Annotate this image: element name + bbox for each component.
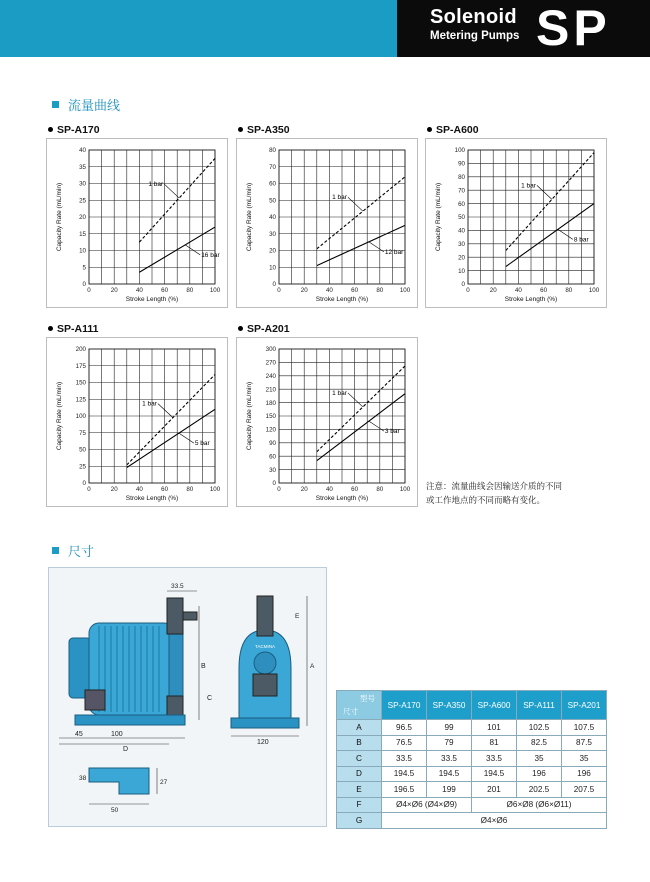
section-dimensions [52, 541, 94, 560]
y-tick-label: 30 [458, 241, 465, 248]
series-leader [348, 197, 363, 211]
pump-drawing-svg [49, 568, 326, 826]
y-tick-label: 40 [269, 214, 276, 222]
bullet-icon [238, 326, 243, 331]
y-axis-label: Capacity Rate (mL/min) [435, 182, 442, 252]
x-tick-label: 100 [399, 287, 411, 294]
x-axis-label: Stroke Length (%) [125, 495, 179, 502]
y-tick-label: 25 [79, 463, 86, 471]
chart-label-a350: SP-A350 [238, 124, 290, 136]
note-line-2: 或工作地点的不同而略有变化。 [426, 495, 546, 505]
front-discharge-valve [257, 596, 273, 636]
chart-svg [426, 139, 606, 307]
discharge-valve [167, 598, 183, 634]
y-tick-label: 210 [265, 386, 276, 394]
section-bullet-icon [52, 547, 59, 554]
bullet-icon [238, 127, 243, 132]
table-row [337, 782, 607, 798]
x-tick-label: 80 [186, 486, 194, 493]
y-tick-label: 75 [79, 429, 86, 437]
chart-label-a600: SP-A600 [427, 124, 479, 136]
y-tick-label: 5 [82, 264, 86, 272]
dim-label-38: 38 [79, 775, 87, 782]
series-label: 1 bar [332, 194, 347, 202]
row-label: E [337, 782, 382, 798]
x-tick-label: 40 [135, 486, 143, 493]
y-tick-label: 60 [269, 453, 276, 461]
x-tick-label: 100 [399, 486, 411, 493]
series-label: 1 bar [142, 400, 157, 408]
row-label: C [337, 751, 382, 767]
front-pump-head [254, 652, 276, 674]
x-tick-label: 60 [161, 486, 169, 493]
chart-svg [237, 139, 417, 307]
x-tick-label: 60 [351, 486, 359, 493]
bullet-icon [48, 326, 53, 331]
y-tick-label: 60 [458, 200, 465, 208]
x-tick-label: 0 [277, 287, 281, 294]
chart-panel-a201 [236, 337, 418, 507]
chart-svg [237, 338, 417, 506]
table-row [337, 735, 607, 751]
series-label: 5 bar [194, 440, 210, 448]
y-tick-label: 30 [269, 230, 276, 238]
y-axis-label: Capacity Rate (mL/min) [246, 182, 253, 252]
dim-label-27: 27 [160, 779, 168, 786]
y-tick-label: 35 [79, 163, 86, 171]
x-tick-label: 20 [110, 287, 118, 294]
table-cell: 81 [472, 735, 517, 751]
table-cell: 199 [427, 782, 472, 798]
y-tick-label: 50 [79, 446, 86, 454]
y-tick-label: 150 [75, 379, 86, 387]
x-tick-label: 100 [209, 486, 221, 493]
table-cell: 33.5 [472, 751, 517, 767]
cable-gland [85, 690, 105, 710]
column-header-sp-a600: SP-A600 [472, 691, 517, 720]
table-cell: 79 [427, 735, 472, 751]
chart-svg [47, 338, 227, 506]
y-tick-label: 40 [458, 227, 465, 235]
x-tick-label: 0 [87, 287, 91, 294]
y-tick-label: 70 [458, 187, 465, 195]
series-line-solid [317, 225, 405, 265]
y-tick-label: 80 [458, 174, 465, 181]
x-tick-label: 20 [300, 287, 308, 294]
y-tick-label: 20 [79, 214, 86, 222]
chart-panel-a111 [46, 337, 228, 507]
x-tick-label: 40 [325, 486, 333, 493]
y-tick-label: 300 [265, 346, 276, 354]
header-subtitle: Metering Pumps [430, 30, 520, 42]
table-cell: Ø6×Ø8 (Ø6×Ø11) [472, 797, 607, 813]
bullet-icon [48, 127, 53, 132]
y-tick-label: 175 [75, 362, 86, 370]
x-tick-label: 20 [489, 287, 497, 294]
table-cell: 196 [562, 766, 607, 782]
y-tick-label: 90 [458, 160, 465, 168]
table-cell: 201 [472, 782, 517, 798]
y-axis-label: Capacity Rate (mL/min) [56, 182, 63, 252]
y-axis-label: Capacity Rate (mL/min) [56, 381, 63, 451]
x-axis-label: Stroke Length (%) [504, 296, 558, 303]
table-corner-header [337, 691, 382, 720]
table-cell: 107.5 [562, 720, 607, 736]
table-cell: Ø4×Ø6 [382, 813, 607, 829]
table-row [337, 797, 607, 813]
series-leader [179, 433, 194, 443]
y-tick-label: 60 [269, 180, 276, 188]
y-tick-label: 120 [265, 426, 276, 434]
front-base [231, 718, 299, 728]
table-cell: Ø4×Ø6 (Ø4×Ø9) [382, 797, 472, 813]
chart-label-a201: SP-A201 [238, 323, 290, 335]
section-flow-title: 流量曲线 [68, 98, 121, 113]
header-title: Solenoid [430, 6, 517, 28]
x-axis-label: Stroke Length (%) [315, 296, 369, 303]
table-cell: 96.5 [382, 720, 427, 736]
y-tick-label: 100 [454, 147, 465, 155]
table-cell: 33.5 [427, 751, 472, 767]
x-tick-label: 40 [135, 287, 143, 294]
table-cell: 202.5 [517, 782, 562, 798]
y-tick-label: 90 [269, 440, 276, 447]
discharge-port [183, 612, 197, 620]
x-tick-label: 80 [376, 287, 384, 294]
table-cell: 196 [517, 766, 562, 782]
table-cell: 194.5 [382, 766, 427, 782]
column-header-sp-a111: SP-A111 [517, 691, 562, 720]
x-tick-label: 0 [87, 486, 91, 493]
x-tick-label: 60 [351, 287, 359, 294]
table-cell: 102.5 [517, 720, 562, 736]
x-tick-label: 100 [588, 287, 600, 294]
dim-label-45: 45 [75, 731, 83, 738]
chart-panel-a170 [46, 138, 228, 308]
series-label: 8 bar [573, 236, 589, 244]
series-label: 1 bar [332, 389, 347, 397]
y-axis-label: Capacity Rate (mL/min) [246, 381, 253, 451]
column-header-sp-a201: SP-A201 [562, 691, 607, 720]
table-cell: 194.5 [472, 766, 517, 782]
table-cell: 33.5 [382, 751, 427, 767]
y-tick-label: 80 [269, 147, 276, 155]
y-tick-label: 50 [269, 197, 276, 205]
series-leader [537, 185, 552, 199]
x-axis-label: Stroke Length (%) [315, 495, 369, 502]
chart-panel-a350 [236, 138, 418, 308]
x-tick-label: 40 [514, 287, 522, 294]
corner-dimension-label: 尺寸 [343, 707, 358, 716]
dim-label-50: 50 [111, 807, 119, 814]
y-tick-label: 70 [269, 163, 276, 171]
series-leader [558, 229, 573, 239]
series-label: 1 bar [148, 181, 164, 189]
dim-label-33-5: 33.5 [171, 583, 184, 590]
x-tick-label: 100 [209, 287, 221, 294]
front-brand-label: TACMINA [255, 644, 275, 649]
x-tick-label: 20 [300, 486, 308, 493]
series-leader [185, 245, 200, 255]
pump-front-view [231, 596, 315, 746]
corner-model-label: 型号 [360, 694, 375, 703]
y-tick-label: 20 [458, 254, 465, 262]
front-suction-valve [253, 674, 277, 696]
table-row [337, 751, 607, 767]
table-cell: 194.5 [427, 766, 472, 782]
column-header-sp-a170: SP-A170 [382, 691, 427, 720]
table-cell: 196.5 [382, 782, 427, 798]
y-tick-label: 100 [75, 413, 86, 421]
pump-side-view [59, 583, 212, 753]
x-tick-label: 80 [376, 486, 384, 493]
y-tick-label: 30 [79, 180, 86, 188]
y-tick-label: 200 [75, 346, 86, 354]
chart-panel-a600 [425, 138, 607, 308]
row-label: D [337, 766, 382, 782]
table-row [337, 766, 607, 782]
y-tick-label: 20 [269, 247, 276, 255]
y-tick-label: 40 [79, 147, 86, 155]
section-flow-curve [52, 95, 120, 114]
x-tick-label: 60 [161, 287, 169, 294]
x-tick-label: 40 [325, 287, 333, 294]
x-tick-label: 20 [110, 486, 118, 493]
row-label: A [337, 720, 382, 736]
series-label: 12 bar [384, 248, 404, 256]
section-dimension-title: 尺寸 [68, 544, 95, 559]
row-label: B [337, 735, 382, 751]
y-tick-label: 10 [458, 267, 465, 275]
x-tick-label: 0 [466, 287, 470, 294]
y-tick-label: 150 [265, 413, 276, 421]
row-label: F [337, 797, 382, 813]
dimension-table [336, 690, 607, 829]
pump-end-cap [69, 638, 91, 698]
y-tick-label: 0 [272, 281, 276, 289]
bracket-shape [89, 768, 149, 794]
table-cell: 207.5 [562, 782, 607, 798]
pump-drawing [48, 567, 327, 827]
table-cell: 76.5 [382, 735, 427, 751]
chart-label-a111: SP-A111 [48, 323, 98, 335]
y-tick-label: 0 [272, 480, 276, 488]
y-tick-label: 0 [82, 281, 86, 289]
y-tick-label: 50 [458, 214, 465, 222]
y-tick-label: 0 [82, 480, 86, 488]
series-label: 16 bar [201, 251, 220, 259]
series-leader [348, 393, 363, 407]
series-label: 3 bar [384, 428, 400, 436]
series-line-dashed [317, 366, 405, 452]
table-row [337, 813, 607, 829]
y-tick-label: 125 [75, 396, 86, 404]
series-leader [158, 404, 173, 418]
x-tick-label: 80 [186, 287, 194, 294]
y-tick-label: 15 [79, 230, 86, 238]
note-line-1: 注意：流量曲线会因输送介质的不同 [426, 481, 563, 491]
dim-label-a: A [310, 663, 315, 670]
dim-label-c: C [207, 695, 213, 702]
table-cell: 82.5 [517, 735, 562, 751]
pump-base [75, 715, 185, 725]
dim-label-b: B [201, 663, 206, 670]
chart-label-a170: SP-A170 [48, 124, 100, 136]
series-label: 1 bar [521, 182, 536, 190]
series-line-solid [127, 409, 215, 467]
dim-label-120: 120 [257, 739, 269, 746]
dim-label-d: D [123, 746, 129, 753]
table-cell: 101 [472, 720, 517, 736]
table-cell: 35 [517, 751, 562, 767]
column-header-sp-a350: SP-A350 [427, 691, 472, 720]
row-label: G [337, 813, 382, 829]
chart-svg [47, 139, 227, 307]
series-line-dashed [317, 177, 405, 249]
y-tick-label: 240 [265, 373, 276, 380]
y-tick-label: 10 [269, 264, 276, 272]
y-tick-label: 180 [265, 399, 276, 407]
table-cell: 35 [562, 751, 607, 767]
x-tick-label: 60 [540, 287, 548, 294]
y-tick-label: 270 [265, 359, 276, 367]
x-axis-label: Stroke Length (%) [125, 296, 179, 303]
series-line-dashed [127, 374, 215, 464]
x-tick-label: 80 [565, 287, 573, 294]
dim-label-e: E [295, 613, 300, 620]
bracket-detail [79, 768, 168, 814]
dim-label-100: 100 [111, 731, 123, 738]
table-cell: 87.5 [562, 735, 607, 751]
x-tick-label: 0 [277, 486, 281, 493]
header-series-logo: SP [536, 0, 611, 56]
table-row [337, 720, 607, 736]
note-text [426, 479, 562, 507]
y-tick-label: 0 [461, 281, 465, 289]
bullet-icon [427, 127, 432, 132]
table-cell: 99 [427, 720, 472, 736]
section-bullet-icon [52, 101, 59, 108]
y-tick-label: 25 [79, 197, 86, 205]
y-tick-label: 30 [269, 466, 276, 474]
y-tick-label: 10 [79, 247, 86, 255]
